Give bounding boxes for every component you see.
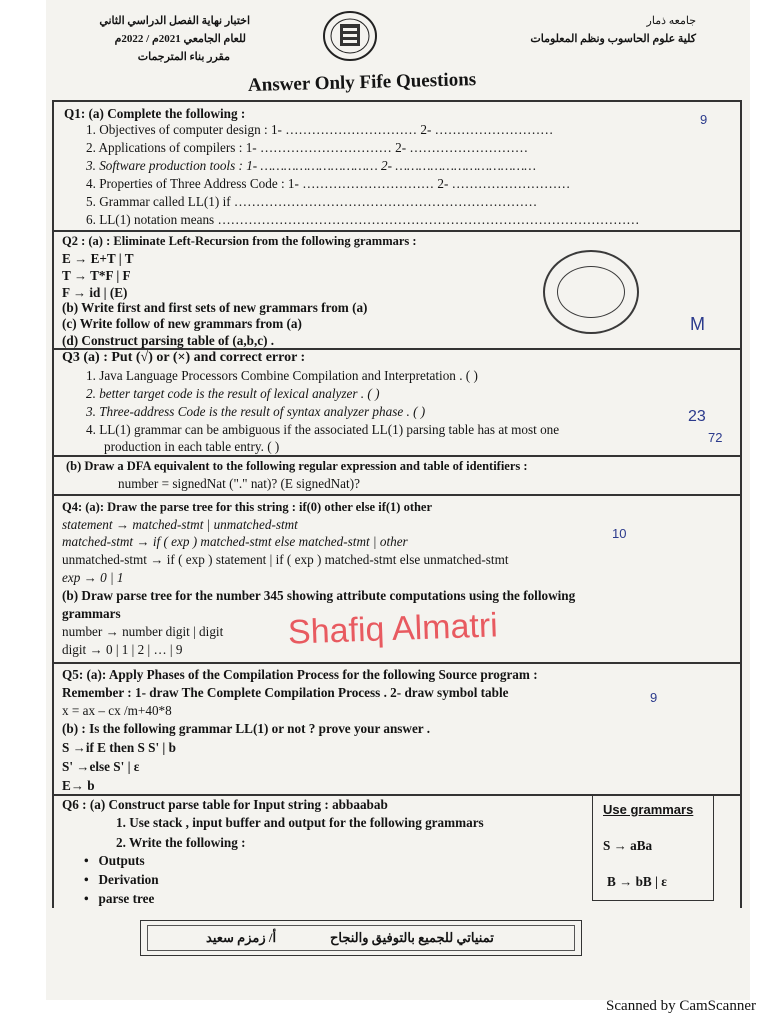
university-logo-icon <box>322 10 378 62</box>
q2-line: E → E+T | T <box>62 251 134 266</box>
q6-bullet-label: Derivation <box>98 872 159 887</box>
q4-b-line: number → number digit | digit <box>62 624 224 639</box>
handwritten-mark: 9 <box>650 690 658 705</box>
q2-heading: Q2 : (a) : Eliminate Left-Recursion from the following grammars : <box>62 234 417 248</box>
divider <box>52 494 742 496</box>
frame-left <box>52 100 54 908</box>
footer-teacher: أ/ زمزم سعيد <box>206 930 277 945</box>
q1-item: 4. Properties of Three Address Code : 1- ………………………… 2- ……………………… <box>86 176 571 191</box>
q3-item: production in each table entry. ( ) <box>104 439 280 454</box>
grammar-rule: S → aBa <box>603 838 653 853</box>
q4-line: statement → matched-stmt | unmatched-stmt <box>62 517 298 532</box>
q3-item: 4. LL(1) grammar can be ambiguous if the associated LL(1) parsing table has at most one <box>86 422 560 437</box>
q6-bullet: • Outputs <box>84 853 145 868</box>
q3-item: 3. Three-address Code is the result of syntax analyzer phase . ( ) <box>86 404 426 419</box>
q6-bullet: • Derivation <box>84 872 159 887</box>
q3-b-expression: number = signedNat ("." nat)? (E signedNat)? <box>118 476 360 491</box>
academic-year: للعام الجامعي 2021م / 2022م <box>114 33 246 45</box>
q2-line: (c) Write follow of new grammars from (a) <box>62 316 302 331</box>
faculty-name: كلية علوم الحاسوب ونظم المعلومات <box>530 33 696 45</box>
handwritten-mark: M <box>690 314 705 334</box>
handwritten-mark: 10 <box>612 526 627 541</box>
scanner-caption: Scanned by CamScanner <box>606 998 756 1014</box>
q1-item: 3. Software production tools : 1- ………………………… 2- ……………………………… <box>86 158 537 173</box>
q1-item: 6. LL(1) notation means …………………………………………………………………………………… <box>86 212 640 227</box>
q5-b: (b) : Is the following grammar LL(1) or not ? prove your answer . <box>62 721 431 736</box>
q6-bullet: • parse tree <box>84 891 155 906</box>
q2-line: (d) Construct parsing table of (a,b,c) . <box>62 333 275 348</box>
watermark-text: Shafiq Almatri <box>287 606 499 652</box>
q5-grammar: E→ b <box>62 778 95 793</box>
q4-line: unmatched-stmt → if ( exp ) statement | if ( exp ) matched-stmt else unmatched-stmt <box>62 552 509 567</box>
grammar-box-title: Use grammars <box>603 802 694 817</box>
footer-wish: تمنياتي للجميع بالتوفيق والنجاح <box>330 930 494 945</box>
q1-item: 1. Objectives of computer design : 1- ………………………… 2- ……………………… <box>86 122 554 137</box>
q1-heading: Q1: (a) Complete the following : <box>64 106 246 121</box>
q3-b-heading: (b) Draw a DFA equivalent to the following regular expression and table of identifiers : <box>66 459 528 473</box>
page-title: Answer Only Fife Questions <box>247 69 477 96</box>
frame-right <box>740 100 742 908</box>
grammar-rule: B → bB | ε <box>607 874 667 889</box>
exam-title-ar: اختبار نهاية الفصل الدراسي الثاني <box>99 15 250 27</box>
q4-b-heading: (b) Draw parse tree for the number 345 showing attribute computations using the following <box>62 588 576 603</box>
q6-line: 2. Write the following : <box>116 835 246 850</box>
university-name: جامعه ذمار <box>646 15 696 27</box>
divider <box>52 455 742 457</box>
q4-b-heading2: grammars <box>62 606 121 621</box>
q2-line: T → T*F | F <box>62 268 131 283</box>
q5-grammar: S →if E then S S' | b <box>62 740 176 755</box>
q4-heading: Q4: (a): Draw the parse tree for this string : if(0) other else if(1) other <box>62 500 433 514</box>
handwritten-mark: 72 <box>708 430 723 445</box>
q1-item: 2. Applications of compilers : 1- ………………………… 2- ……………………… <box>86 140 529 155</box>
q4-line: exp → 0 | 1 <box>62 570 124 585</box>
q2-line: (b) Write first and first sets of new grammars from (a) <box>62 300 368 315</box>
divider <box>52 100 742 102</box>
q3-item: 1. Java Language Processors Combine Compilation and Interpretation . ( ) <box>86 368 478 383</box>
grammar-box <box>592 795 714 901</box>
divider <box>52 662 742 664</box>
q6-line: 1. Use stack , input buffer and output for the following grammars <box>116 815 484 830</box>
q6-heading: Q6 : (a) Construct parse table for Input string : abbaabab <box>62 797 388 812</box>
q1-item: 5. Grammar called LL(1) if …………………………………………………………… <box>86 194 538 209</box>
q3-heading: Q3 (a) : Put (√) or (×) and correct error : <box>62 350 306 365</box>
q5-remember: Remember : 1- draw The Complete Compilation Process . 2- draw symbol table <box>62 685 509 700</box>
q5-expression: x = ax – cx /m+40*8 <box>62 703 172 718</box>
q3-item: 2. better target code is the result of lexical analyzer . ( ) <box>86 386 380 401</box>
q4-b-line: digit → 0 | 1 | 2 | … | 9 <box>62 642 183 657</box>
q6-bullet-label: Outputs <box>98 853 145 868</box>
q4-line: matched-stmt → if ( exp ) matched-stmt else matched-stmt | other <box>62 534 408 549</box>
handwritten-mark: 9 <box>700 112 708 127</box>
official-stamp-icon <box>543 250 639 334</box>
divider <box>52 230 742 232</box>
course-name: مقرر بناء المترجمات <box>137 51 230 63</box>
handwritten-mark: 23 <box>688 408 706 425</box>
q2-line: F → id | (E) <box>62 285 128 300</box>
q5-grammar: S' →else S' | ε <box>62 759 140 774</box>
q5-heading: Q5: (a): Apply Phases of the Compilation Process for the following Source program : <box>62 667 538 682</box>
q6-bullet-label: parse tree <box>98 891 155 906</box>
